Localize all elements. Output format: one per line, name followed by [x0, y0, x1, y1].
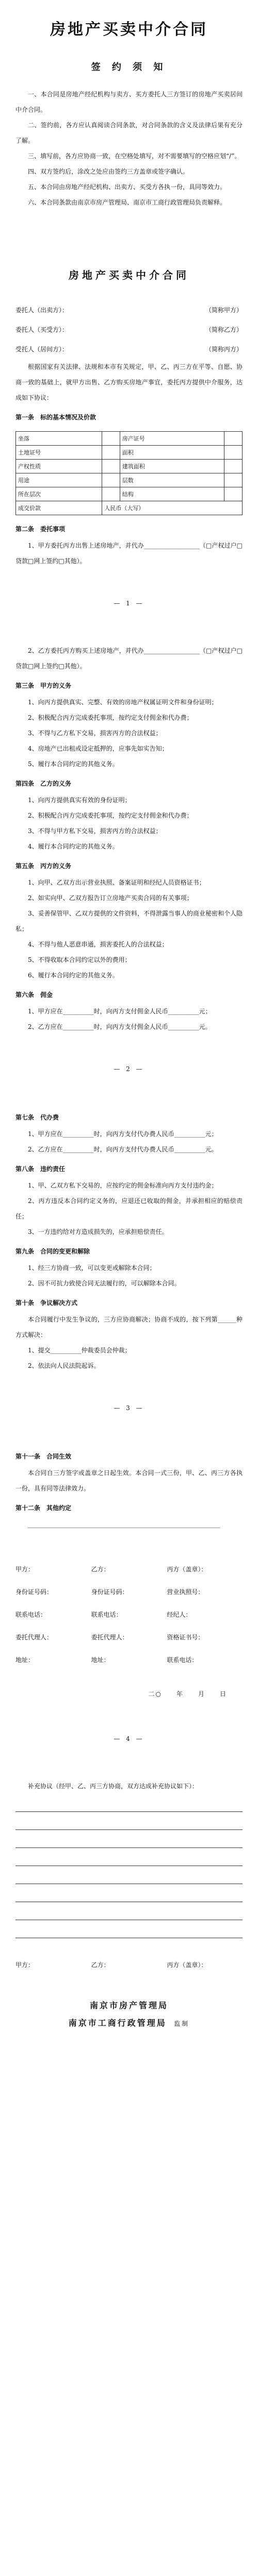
article-12-title: 第十二条 其他约定	[15, 1504, 72, 1512]
clause-item: 1、甲方应在__________时，向丙方支付代办费人民币__________元；	[28, 1130, 218, 1138]
blank-line	[15, 1866, 243, 1884]
blank-line	[15, 1902, 243, 1920]
party-label: 受托人（居间方）：	[15, 346, 69, 353]
signature-field: 营业执照号：	[167, 1588, 204, 1596]
signature-row	[15, 1558, 243, 1581]
document-page	[15, 0, 243, 2032]
signature-field: 乙方：	[91, 1566, 110, 1573]
clause-item: 5、履行本合同约定的其他义务。	[28, 760, 119, 768]
clause-item: 2、依法向人民法院起诉。	[28, 1362, 100, 1369]
article-7-title: 第七条 代办费	[15, 1114, 59, 1121]
clause-text: 本合同自三方签字或盖章之日起生效。本合同一式三份，甲、乙、丙三方各执一份，具有同等法律效力。	[15, 1469, 243, 1492]
table-cell	[224, 446, 243, 460]
clause-item: 2、乙方应在__________时，向丙方支付代办费人民币__________元。	[28, 1146, 218, 1153]
clause-item: 4、不得与他人恶意串通，损害委托人的合法权益；	[28, 941, 168, 948]
signing-date: 二○ 年 月 日	[148, 1690, 227, 1698]
table-cell	[102, 487, 120, 501]
clause-item: 2、积极配合丙方完成委托事项，按约定支付佣金和代办费；	[28, 812, 193, 819]
clause-item: 1、向甲、乙双方出示营业执照、备案证明和经纪人员资格证书；	[28, 879, 205, 886]
table-cell: 土地证号	[16, 446, 102, 460]
table-cell	[224, 432, 243, 446]
clause-text: 本合同履行中发生争议的，三方应协商解决；协商不成的，按下列第______种方式解决：	[15, 1316, 243, 1338]
preamble: 根据国家有关法律、法规和本市有关规定，甲、乙、丙三方在平等、自愿、协商一致的基础上，就甲方出售、乙方购买房地产事宜，委托丙方提供中介服务，达成如下协议：	[15, 363, 243, 401]
notice-item: 一、本合同是房地产经纪机构与卖方、买方委托人三方签订的房地产买卖居间中介合同。	[15, 91, 243, 113]
clause-item: 1、甲方应在__________时，向丙方支付佣金人民币__________元；	[28, 1008, 212, 1015]
property-table	[15, 431, 243, 515]
table-cell	[224, 473, 243, 487]
signature-row	[15, 1649, 243, 1671]
table-cell	[224, 487, 243, 501]
table-cell: 成交价款	[16, 501, 102, 515]
clause-item: 3、妥善保管甲、乙双方提供的文件资料，不得泄露当事人的商业秘密和个人隐私；	[15, 910, 243, 933]
table-cell: 面积	[120, 446, 224, 460]
contract-title: 房地产买卖中介合同	[69, 269, 189, 281]
party-row	[15, 300, 243, 320]
blank-line	[15, 1830, 243, 1848]
clause-item: 1、经三方协商一致，可以变更或解除本合同；	[28, 1264, 156, 1272]
clause-text: ______________________________________________________________	[28, 1521, 220, 1528]
clause-item: 5、不得收取本合同约定以外的费用；	[28, 956, 131, 963]
table-cell	[102, 432, 120, 446]
table-cell: 建筑面积	[120, 460, 224, 473]
clause-item: 6、履行本合同约定的其他义务。	[28, 972, 119, 979]
article-1-title: 第一条 标的基本情况及价款	[15, 414, 96, 421]
clause-item: 2、乙方委托丙方购买上述房地产，并代办__________________（□产权过户□贷款□网上签约□其他）。	[15, 647, 243, 670]
clause-item: 3、不得与乙方私下交易，损害丙方的合法权益；	[28, 730, 162, 737]
notice-item: 三、填写前，各方应协商一致，在空格处填写，对不需要填写的空格应划“/”。	[28, 152, 241, 160]
table-cell	[224, 460, 243, 473]
supplement-label: 补充协议（经甲、乙、丙三方协商，双方达成补充协议如下）：	[28, 1783, 199, 1790]
blank-line	[15, 1920, 243, 1938]
blank-line	[15, 1812, 243, 1830]
clause-item: 1、提交__________仲裁委员会仲裁；	[28, 1347, 131, 1354]
issuer-footer	[15, 1997, 243, 2032]
party-row	[15, 340, 243, 359]
clause-item: 2、积极配合丙方完成委托事项，按约定支付佣金和代办费；	[28, 714, 193, 721]
signature-row	[15, 1581, 243, 1603]
article-11-title: 第十一条 合同生效	[15, 1453, 72, 1460]
clause-item: 4、房地产已出租或设定抵押的，应事先如实告知；	[28, 745, 168, 752]
signature-field: 身份证号码：	[15, 1588, 53, 1596]
signature-field: 经纪人：	[167, 1611, 192, 1618]
supplement-block	[15, 1778, 243, 1976]
table-cell: 坐落	[16, 432, 102, 446]
clause-item: 4、履行本合同约定的其他义务。	[28, 843, 119, 850]
table-row	[16, 473, 243, 487]
party-label: 委托人（买受方）：	[15, 326, 69, 333]
article-5-title: 第五条 丙方的义务	[15, 862, 72, 870]
blank-line	[15, 1848, 243, 1866]
clause-item: 1、向丙方提供真实有效的身份证明；	[28, 796, 131, 804]
clause-item: 2、因不可抗力致使合同无法履行的，可以解除本合同。	[28, 1280, 181, 1287]
clause-item: 3、不得与甲方私下交易，损害丙方的合法权益；	[28, 827, 162, 835]
signature-field: 联系电话：	[91, 1611, 122, 1618]
notice-item: 二、签约前，各方应认真阅读合同条款，对合同条款的含义及法律后果有充分了解。	[15, 122, 243, 144]
party-row	[15, 320, 243, 340]
notice-item: 五、本合同由房地产经纪机构、出卖方、买受方各执一份，具同等效力。	[28, 183, 227, 191]
signature-field: 委托代理人：	[15, 1634, 53, 1641]
document-title: 房地产买卖中介合同	[50, 21, 208, 39]
article-9-title: 第九条 合同的变更和解除	[15, 1248, 90, 1255]
article-10-title: 第十条 争议解决方式	[15, 1299, 78, 1307]
clause-item: 1、甲、乙双方私下交易的，应按约定的佣金标准向丙方支付违约金；	[28, 1182, 218, 1189]
page-number: — 4 —	[114, 1735, 144, 1742]
notice-list	[15, 87, 243, 210]
table-row	[16, 432, 243, 446]
signature-field: 甲方：	[15, 1961, 35, 1969]
signature-field: 甲方：	[15, 1566, 35, 1573]
clause-item: 2、乙方应在__________时，向丙方支付佣金人民币__________元。	[28, 1023, 212, 1030]
party-alias: （简称乙方）	[205, 326, 243, 333]
table-cell: 层数	[120, 473, 224, 487]
table-cell: 结构	[120, 487, 224, 501]
table-row	[16, 487, 243, 501]
table-cell: 所在层次	[16, 487, 102, 501]
signature-field: 联系电话：	[15, 1611, 47, 1618]
clause-item: 2、丙方违反本合同约定义务的，应退还已收取的佣金，并承担相应的赔偿责任；	[15, 1197, 243, 1220]
table-cell	[102, 473, 120, 487]
table-cell	[102, 446, 120, 460]
table-row	[16, 446, 243, 460]
clause-item: 1、甲方委托丙方出售上述房地产，并代办__________________（□产权过户□贷款□网上签约□其他）。	[15, 542, 243, 565]
parties-block	[15, 300, 243, 359]
signature-field: 地址：	[15, 1656, 35, 1664]
table-cell: 人民币（大写）	[102, 501, 243, 515]
notice-item: 四、双方签约后，涂改之处应由签约三方盖章或签字确认。	[28, 168, 189, 175]
party-alias: （简称丙方）	[205, 346, 243, 353]
page-number: — 2 —	[114, 1065, 144, 1073]
party-label: 委托人（出卖方）：	[15, 307, 69, 314]
signature-field: 委托代理人：	[91, 1634, 128, 1641]
signature-field: 乙方：	[91, 1961, 110, 1969]
article-6-title: 第六条 佣金	[15, 991, 53, 998]
clause-item: 2、如实向甲、乙双方报告订立房地产买卖合同的有关事项；	[28, 894, 193, 902]
page-number: — 3 —	[114, 1404, 144, 1412]
page-number: — 1 —	[114, 600, 144, 607]
party-alias: （简称甲方）	[205, 307, 243, 314]
clause-item: 3、一方违约给对方造成损失的，应承担赔偿责任。	[28, 1228, 168, 1235]
supplement-signature-row	[15, 1954, 243, 1976]
issuer-mark: 监制	[174, 2020, 190, 2027]
table-cell	[102, 460, 120, 473]
table-cell: 用途	[16, 473, 102, 487]
notice-item: 六、本合同条款由南京市房产管理局、南京市工商行政管理局负责解释。	[28, 199, 227, 206]
article-4-title: 第四条 乙方的义务	[15, 780, 72, 787]
signature-field: 丙方（盖章）：	[167, 1961, 207, 1969]
blank-line	[15, 1884, 243, 1902]
signature-field: 地址：	[91, 1656, 110, 1664]
issuer-line-2: 南京市工商行政管理局	[68, 2018, 167, 2028]
signature-field: 联系电话：	[167, 1656, 198, 1664]
signature-block	[15, 1558, 243, 1671]
notice-title: 签 约 须 知	[91, 62, 167, 73]
table-cell: 房产证号	[120, 432, 224, 446]
signature-field: 身份证号码：	[91, 1588, 128, 1596]
signature-row	[15, 1603, 243, 1626]
article-3-title: 第三条 甲方的义务	[15, 682, 72, 689]
article-8-title: 第八条 违约责任	[15, 1165, 66, 1173]
signature-field: 资格证书号：	[167, 1634, 204, 1641]
table-row	[16, 501, 243, 515]
article-2-title: 第二条 委托事项	[15, 526, 66, 533]
signature-row	[15, 1626, 243, 1649]
blank-line	[15, 1794, 243, 1812]
table-cell: 产权性质	[16, 460, 102, 473]
clause-item: 1、向丙方提供真实、完整、有效的房地产权属证明文件和身份证明；	[28, 699, 218, 706]
issuer-line-1: 南京市房产管理局	[89, 2001, 168, 2010]
signature-field: 丙方（盖章）：	[167, 1566, 207, 1573]
table-row	[16, 460, 243, 473]
